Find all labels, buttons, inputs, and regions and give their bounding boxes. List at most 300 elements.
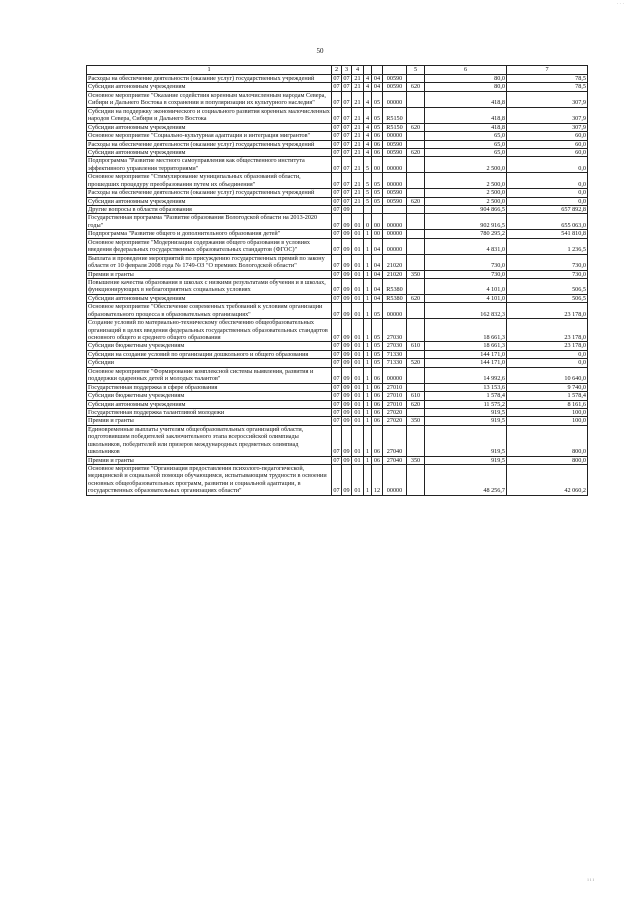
- code-cell: 07: [333, 75, 340, 82]
- code-cell: 01: [352, 367, 364, 383]
- amount-cell: 2 500,0: [425, 189, 507, 197]
- code-cell: 06: [372, 408, 383, 416]
- code-cell: 01: [352, 417, 364, 425]
- table-row: [87, 367, 588, 383]
- amount-cell: 80,0: [425, 75, 507, 83]
- code-cell: 0: [364, 214, 372, 230]
- code-cell: 05: [372, 173, 383, 189]
- code-cell: 07: [333, 456, 340, 464]
- row-name-cell: Государственная поддержка в сфере образования: [87, 383, 332, 391]
- bottom-mark: ı ı ı: [587, 878, 594, 883]
- code-cell: 06: [372, 417, 383, 425]
- code-cell: 21: [352, 132, 364, 140]
- code-cell: 27030: [383, 319, 407, 342]
- amount-cell: 10 640,0: [507, 367, 588, 383]
- code-cell: 07: [342, 107, 352, 123]
- code-cell: 07: [333, 342, 340, 350]
- row-name-cell: Премии и гранты: [87, 417, 332, 425]
- code-cell: 00590: [383, 148, 407, 156]
- code-cell: 21: [352, 173, 364, 189]
- row-name-cell: Премии и гранты: [87, 270, 332, 278]
- amount-cell: 4 101,0: [425, 294, 507, 302]
- table-row: [87, 206, 588, 214]
- code-cell: 07: [333, 392, 340, 400]
- code-cell: 06: [372, 367, 383, 383]
- table-row: [87, 254, 588, 270]
- code-cell: 01: [352, 383, 364, 391]
- code-cell: 07: [333, 270, 340, 278]
- amount-cell: 2 500,0: [425, 173, 507, 189]
- row-name-cell: Субсидии автономным учреждениям: [87, 83, 332, 91]
- code-cell: 00000: [383, 230, 407, 238]
- code-cell: 21020: [383, 270, 407, 278]
- code-cell: 01: [352, 465, 364, 496]
- row-name-cell: Субсидии автономным учреждениям: [87, 123, 332, 131]
- row-name-cell: Основное мероприятие "Оказание содействия коренным малочисленным народам Севера, Сибири и Дальнего Востока в сохранении и популяризации их культурного наследия": [87, 91, 332, 107]
- code-cell: 09: [343, 383, 350, 391]
- table-row: [87, 132, 588, 140]
- row-name-cell: Повышение качества образования в школах с низкими результатами обучения и в школах, функционирующих в неблагоприятных социальных условиях: [87, 278, 332, 294]
- code-cell: 06: [372, 132, 383, 140]
- code-cell: 00000: [383, 132, 407, 140]
- code-cell: [407, 408, 425, 416]
- table-row: [87, 294, 588, 302]
- code-cell: 09: [342, 425, 352, 456]
- amount-cell: 60,0: [507, 148, 588, 156]
- row-name-cell: Премии и гранты: [87, 456, 332, 464]
- amount-cell: 23 178,0: [507, 319, 588, 342]
- code-cell: 1: [364, 456, 372, 464]
- code-cell: 5: [364, 157, 372, 173]
- amount-cell: 4 101,0: [425, 278, 507, 294]
- code-cell: 620: [407, 123, 425, 131]
- code-cell: 01: [352, 238, 364, 254]
- column-header: 7: [507, 66, 588, 75]
- budget-table: [86, 65, 588, 496]
- code-cell: 01: [352, 359, 364, 367]
- code-cell: 350: [407, 456, 425, 464]
- code-cell: 4: [364, 107, 372, 123]
- code-cell: 27030: [383, 342, 407, 350]
- row-name-cell: Основное мероприятие "Социально-культурная адаптация и интеграция мигрантов": [87, 132, 332, 140]
- code-cell: 1: [364, 238, 372, 254]
- code-cell: 09: [343, 400, 350, 408]
- table-row: [87, 238, 588, 254]
- code-cell: 07: [333, 417, 340, 425]
- code-cell: 21: [352, 148, 364, 156]
- code-cell: 09: [342, 238, 352, 254]
- code-cell: 1: [364, 417, 372, 425]
- code-cell: [407, 425, 425, 456]
- code-cell: 07: [332, 173, 342, 189]
- code-cell: 04: [372, 83, 383, 91]
- row-name-cell: Основное мероприятие "Стимулирование муниципальных образований области, прошедших процедуру преобразования путем их объединения": [87, 173, 332, 189]
- column-header: 6: [425, 66, 507, 75]
- row-name-cell: Субсидии: [87, 359, 332, 367]
- code-cell: 1: [364, 400, 372, 408]
- code-cell: 00000: [383, 157, 407, 173]
- table-row: [87, 417, 588, 425]
- table-row: [87, 197, 588, 205]
- code-cell: [407, 214, 425, 230]
- column-header: 3: [342, 66, 352, 75]
- code-cell: 07: [332, 91, 342, 107]
- code-cell: R5380: [383, 278, 407, 294]
- row-name-cell: Субсидии бюджетным учреждениям: [87, 392, 332, 400]
- code-cell: 00000: [383, 367, 407, 383]
- code-cell: 00590: [383, 189, 407, 197]
- code-cell: 00: [372, 157, 383, 173]
- code-cell: 00: [372, 214, 383, 230]
- amount-cell: 23 178,0: [507, 342, 588, 350]
- row-name-cell: Субсидии бюджетным учреждениям: [87, 342, 332, 350]
- row-name-cell: Расходы на обеспечение деятельности (оказание услуг) государственных учреждений: [87, 140, 332, 148]
- code-cell: 01: [352, 254, 364, 270]
- code-cell: 01: [352, 342, 364, 350]
- amount-cell: 418,8: [425, 107, 507, 123]
- column-header: [372, 66, 383, 75]
- column-header: [364, 66, 372, 75]
- code-cell: 06: [372, 456, 383, 464]
- code-cell: 4: [364, 75, 372, 83]
- code-cell: 620: [407, 294, 425, 302]
- amount-cell: 0,0: [507, 359, 588, 367]
- code-cell: 4: [364, 91, 372, 107]
- code-cell: 05: [372, 350, 383, 358]
- code-cell: 07: [333, 294, 340, 302]
- code-cell: 07: [343, 123, 350, 131]
- code-cell: 5: [364, 189, 372, 197]
- amount-cell: 0,0: [507, 189, 588, 197]
- amount-cell: 730,0: [425, 270, 507, 278]
- code-cell: 06: [372, 392, 383, 400]
- code-cell: 07: [333, 189, 340, 197]
- table-row: [87, 230, 588, 238]
- code-cell: 05: [372, 197, 383, 205]
- row-name-cell: Субсидии на поддержку экономического и социального развития коренных малочисленных народов Севера, Сибири и Дальнего Востока: [88, 107, 330, 123]
- code-cell: [407, 189, 425, 197]
- table-row: [87, 359, 588, 367]
- amount-cell: 1 578,4: [425, 392, 507, 400]
- amount-cell: 60,0: [507, 140, 588, 148]
- table-row: [87, 456, 588, 464]
- table-header-row: [87, 66, 588, 75]
- table-row: [87, 303, 588, 319]
- amount-cell: 0,0: [507, 173, 588, 189]
- code-cell: 07: [333, 148, 340, 156]
- code-cell: 06: [372, 383, 383, 391]
- row-name-cell: Основное мероприятие "Организация предоставления психолого-педагогической, медицинской и социальной помощи обучающимся, испытывающим трудности в освоении основных общеобразовательных программ, развитии и социальной адаптации, в государственных образовательных организациях области": [87, 465, 332, 496]
- code-cell: 01: [352, 408, 364, 416]
- code-cell: 09: [342, 319, 352, 342]
- code-cell: 00000: [383, 173, 407, 189]
- table-row: [87, 392, 588, 400]
- table-row: [87, 91, 588, 107]
- amount-cell: 9 740,0: [507, 383, 588, 391]
- code-cell: 21: [352, 91, 364, 107]
- amount-cell: 0,0: [507, 157, 588, 173]
- code-cell: [407, 319, 425, 342]
- code-cell: 06: [372, 425, 383, 456]
- code-cell: 04: [372, 238, 383, 254]
- code-cell: [372, 206, 383, 214]
- code-cell: 21: [352, 123, 364, 131]
- code-cell: 4: [364, 83, 372, 91]
- code-cell: 04: [372, 75, 383, 83]
- table-row: [87, 75, 588, 83]
- code-cell: 1: [364, 319, 372, 342]
- code-cell: R5380: [383, 294, 407, 302]
- code-cell: 07: [343, 75, 350, 82]
- code-cell: 07: [342, 173, 352, 189]
- code-cell: 27010: [383, 400, 407, 408]
- amount-cell: 18 661,3: [425, 342, 507, 350]
- table-row: [87, 319, 588, 342]
- code-cell: 1: [364, 359, 372, 367]
- table-body: [87, 75, 588, 496]
- code-cell: 09: [342, 278, 352, 294]
- code-cell: 5: [364, 173, 372, 189]
- code-cell: 1: [364, 270, 372, 278]
- corner-mark: · · ·: [616, 2, 624, 7]
- code-cell: [352, 206, 364, 214]
- amount-cell: 162 832,3: [425, 303, 507, 319]
- code-cell: 01: [352, 392, 364, 400]
- code-cell: 21: [352, 189, 364, 197]
- code-cell: 07: [333, 132, 340, 140]
- amount-cell: 13 153,6: [425, 383, 507, 391]
- code-cell: [407, 75, 425, 83]
- code-cell: 07: [333, 383, 340, 391]
- code-cell: 07: [343, 132, 350, 140]
- amount-cell: 800,0: [507, 425, 588, 456]
- code-cell: [407, 107, 425, 123]
- code-cell: 09: [343, 294, 350, 302]
- amount-cell: 42 060,2: [507, 465, 588, 496]
- row-name-cell: Основное мероприятие "Модернизация содержания общего образования в условиях введения федеральных государственных образовательных стандартов (ФГОС)": [87, 238, 332, 254]
- amount-cell: 1 236,5: [507, 238, 588, 254]
- code-cell: 01: [352, 278, 364, 294]
- code-cell: 07: [343, 148, 350, 156]
- amount-cell: 2 500,0: [425, 157, 507, 173]
- amount-cell: 506,5: [507, 278, 588, 294]
- code-cell: 09: [343, 230, 350, 238]
- code-cell: 1: [364, 254, 372, 270]
- code-cell: 01: [352, 350, 364, 358]
- code-cell: 27010: [383, 383, 407, 391]
- code-cell: 07: [343, 197, 350, 205]
- row-name-cell: Другие вопросы в области образования: [87, 206, 332, 214]
- code-cell: 1: [364, 278, 372, 294]
- code-cell: 06: [372, 140, 383, 148]
- code-cell: 07: [333, 359, 340, 367]
- code-cell: 1: [364, 408, 372, 416]
- amount-cell: 904 866,5: [425, 206, 507, 214]
- code-cell: 4: [364, 123, 372, 131]
- table-row: [87, 148, 588, 156]
- row-name-cell: Подпрограмма "Развитие местного самоуправления как общественного института эффективного управления территориями": [87, 157, 332, 173]
- code-cell: 07: [333, 350, 340, 358]
- row-name-cell: Субсидии автономным учреждениям: [87, 197, 332, 205]
- code-cell: 09: [343, 342, 350, 350]
- row-name-cell: Субсидии автономным учреждениям: [87, 294, 332, 302]
- row-name-cell: Государственная программа "Развитие образования Вологодской области на 2013-2020 годы": [87, 214, 332, 230]
- code-cell: [383, 206, 407, 214]
- amount-cell: 48 256,7: [425, 465, 507, 496]
- code-cell: 520: [407, 359, 425, 367]
- table-row: [87, 465, 588, 496]
- code-cell: [407, 91, 425, 107]
- code-cell: 1: [364, 350, 372, 358]
- table-row: [87, 342, 588, 350]
- code-cell: 09: [343, 417, 350, 425]
- code-cell: 27020: [383, 408, 407, 416]
- code-cell: 00590: [383, 197, 407, 205]
- amount-cell: 418,8: [425, 123, 507, 131]
- code-cell: 21020: [383, 254, 407, 270]
- code-cell: 01: [352, 230, 364, 238]
- amount-cell: 65,0: [425, 148, 507, 156]
- amount-cell: 919,5: [425, 425, 507, 456]
- code-cell: 620: [407, 197, 425, 205]
- code-cell: 07: [333, 83, 340, 91]
- amount-cell: 100,0: [507, 408, 588, 416]
- code-cell: 07: [333, 230, 340, 238]
- code-cell: 09: [343, 270, 350, 278]
- code-cell: 1: [364, 392, 372, 400]
- code-cell: 07: [332, 157, 342, 173]
- column-header: 4: [352, 66, 364, 75]
- code-cell: [407, 132, 425, 140]
- code-cell: 09: [343, 408, 350, 416]
- amount-cell: 541 810,8: [507, 230, 588, 238]
- amount-cell: 23 178,0: [507, 303, 588, 319]
- amount-cell: 902 916,5: [425, 214, 507, 230]
- code-cell: 07: [333, 400, 340, 408]
- code-cell: 1: [364, 294, 372, 302]
- code-cell: 07: [332, 367, 342, 383]
- row-name-cell: Субсидии автономным учреждениям: [87, 400, 332, 408]
- code-cell: 4: [364, 132, 372, 140]
- table-row: [87, 157, 588, 173]
- code-cell: 1: [364, 367, 372, 383]
- amount-cell: 80,0: [425, 83, 507, 91]
- row-name-cell: Расходы на обеспечение деятельности (оказание услуг) государственных учреждений: [87, 75, 332, 83]
- code-cell: [407, 367, 425, 383]
- code-cell: 07: [333, 123, 340, 131]
- amount-cell: 18 661,3: [425, 319, 507, 342]
- code-cell: 01: [352, 214, 364, 230]
- table-row: [87, 214, 588, 230]
- code-cell: [407, 303, 425, 319]
- amount-cell: 418,8: [425, 91, 507, 107]
- code-cell: 01: [352, 319, 364, 342]
- code-cell: 00000: [383, 238, 407, 254]
- table-row: [87, 270, 588, 278]
- table-row: [87, 173, 588, 189]
- code-cell: 00590: [383, 83, 407, 91]
- code-cell: 06: [372, 148, 383, 156]
- column-header: 1: [87, 66, 332, 75]
- code-cell: 07: [332, 425, 342, 456]
- code-cell: 05: [372, 319, 383, 342]
- code-cell: 610: [407, 392, 425, 400]
- code-cell: 12: [372, 465, 383, 496]
- page-number: 50: [316, 47, 324, 55]
- code-cell: 27040: [383, 456, 407, 464]
- column-header: [383, 66, 407, 75]
- code-cell: 01: [352, 400, 364, 408]
- code-cell: 09: [343, 350, 350, 358]
- code-cell: 27010: [383, 392, 407, 400]
- code-cell: 27040: [383, 425, 407, 456]
- code-cell: 05: [372, 123, 383, 131]
- table-row: [87, 350, 588, 358]
- code-cell: 21: [352, 140, 364, 148]
- code-cell: [407, 238, 425, 254]
- code-cell: [407, 157, 425, 173]
- row-name-cell: Единовременные выплаты учителям общеобразовательных организаций области, подготовившим победителей заключительного этапа всероссийской олимпиады школьников, победителей или призеров международных предметных олимпиад школьников: [87, 425, 332, 456]
- code-cell: 09: [342, 214, 352, 230]
- code-cell: 07: [332, 319, 342, 342]
- table-row: [87, 425, 588, 456]
- code-cell: 620: [407, 148, 425, 156]
- amount-cell: 307,9: [507, 123, 588, 131]
- amount-cell: 730,0: [425, 254, 507, 270]
- code-cell: 07: [332, 465, 342, 496]
- code-cell: 1: [364, 303, 372, 319]
- code-cell: 09: [342, 367, 352, 383]
- code-cell: 07: [332, 107, 342, 123]
- amount-cell: 307,9: [507, 107, 588, 123]
- code-cell: 07: [332, 303, 342, 319]
- code-cell: 09: [342, 465, 352, 496]
- code-cell: 05: [372, 107, 383, 123]
- code-cell: 01: [352, 303, 364, 319]
- amount-cell: 1 578,4: [507, 392, 588, 400]
- code-cell: 01: [352, 270, 364, 278]
- amount-cell: 11 575,2: [425, 400, 507, 408]
- code-cell: 00: [372, 230, 383, 238]
- row-name-cell: Основное мероприятие "Обеспечение современных требований к условиям организации образовательного процесса в образовательных организациях": [87, 303, 332, 319]
- code-cell: 07: [333, 197, 340, 205]
- code-cell: 21: [352, 83, 364, 91]
- amount-cell: 730,0: [507, 270, 588, 278]
- code-cell: 07: [343, 83, 350, 91]
- code-cell: 1: [364, 230, 372, 238]
- amount-cell: 919,5: [425, 408, 507, 416]
- code-cell: 05: [372, 91, 383, 107]
- code-cell: 06: [372, 400, 383, 408]
- code-cell: 01: [352, 425, 364, 456]
- code-cell: 07: [333, 408, 340, 416]
- row-name-cell: Субсидии автономным учреждениям: [87, 148, 332, 156]
- row-name-cell: Создание условий по материально-техническому обеспечению общеобразовательных организаций в целях введения федеральных государственных образовательных стандартов основного общего и среднего общего образования: [87, 319, 332, 342]
- code-cell: 00590: [383, 75, 407, 83]
- code-cell: 5: [364, 197, 372, 205]
- code-cell: 01: [352, 456, 364, 464]
- code-cell: 07: [342, 91, 352, 107]
- amount-cell: 65,0: [425, 132, 507, 140]
- code-cell: 07: [332, 278, 342, 294]
- row-name-cell: Основное мероприятие "Формирование комплексной системы выявления, развития и поддержки одаренных детей и молодых талантов": [87, 367, 332, 383]
- table-row: [87, 107, 588, 123]
- code-cell: 21: [352, 197, 364, 205]
- table-row: [87, 83, 588, 91]
- code-cell: 4: [364, 140, 372, 148]
- code-cell: 71330: [383, 350, 407, 358]
- code-cell: [407, 206, 425, 214]
